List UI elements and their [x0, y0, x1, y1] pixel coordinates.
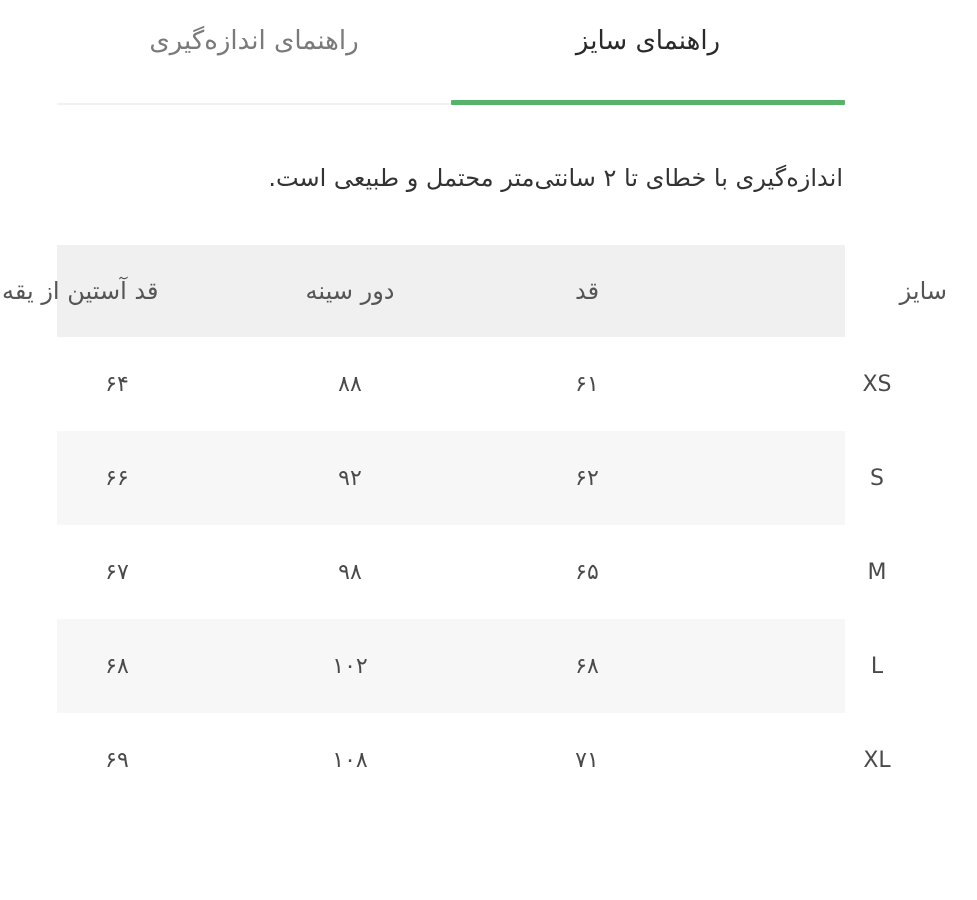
cell-chest: ۸۸ [338, 371, 362, 397]
header-size: سایز [899, 277, 947, 305]
tab-measurement-guide-label: راهنمای اندازه‌گیری [149, 26, 359, 56]
cell-sleeve: ۶۶ [105, 465, 129, 491]
header-chest: دور سینه [305, 277, 395, 305]
cell-sleeve: ۶۴ [105, 371, 129, 397]
cell-chest: ۱۰۸ [332, 747, 368, 773]
cell-chest: ۱۰۲ [332, 653, 368, 679]
cell-height: ۶۵ [575, 559, 599, 585]
tab-bar [57, 0, 845, 105]
tab-size-guide-label: راهنمای سایز [575, 26, 721, 56]
table-row [57, 713, 891, 807]
cell-chest: ۹۸ [338, 559, 362, 585]
cell-sleeve: ۶۸ [105, 653, 129, 679]
cell-sleeve: ۶۹ [105, 747, 129, 773]
cell-height: ۶۱ [575, 371, 599, 397]
size-table [2, 245, 947, 805]
header-sleeve: قد آستین از یقه [2, 277, 159, 305]
table-row [57, 337, 892, 431]
cell-height: ۷۱ [575, 747, 599, 773]
header-height: قد [574, 277, 600, 305]
table-row [57, 619, 884, 713]
cell-size: S [870, 465, 884, 491]
table-header-row [2, 245, 947, 337]
cell-height: ۶۲ [575, 465, 599, 491]
cell-height: ۶۸ [575, 653, 599, 679]
cell-size: M [867, 559, 887, 585]
cell-size: XS [862, 371, 892, 397]
cell-size: XL [863, 747, 891, 773]
tab-size-guide[interactable] [451, 0, 845, 103]
table-row [57, 431, 884, 525]
measurement-note: اندازه‌گیری با خطای تا ۲ سانتی‌متر محتمل و طبیعی است. [268, 164, 843, 192]
tab-measurement-guide[interactable] [57, 0, 451, 103]
cell-chest: ۹۲ [338, 465, 362, 491]
cell-size: L [870, 653, 884, 679]
cell-sleeve: ۶۷ [105, 559, 129, 585]
table-row [57, 525, 887, 619]
